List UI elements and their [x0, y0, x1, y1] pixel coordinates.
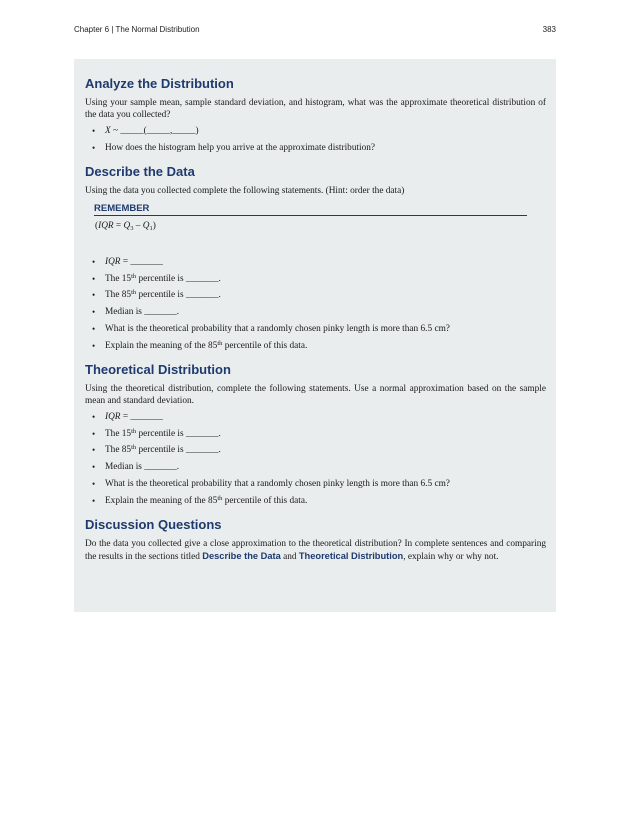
- list-item: [85, 495, 546, 507]
- chapter-title: Chapter 6 | The Normal Distribution: [74, 25, 200, 34]
- iqr-blank: = _______: [120, 411, 163, 422]
- analyze-intro: Using your sample mean, sample standard deviation, and histogram, what was the approximate theoretical distribution of the data you collected?: [85, 98, 546, 120]
- iqr-blank: = _______: [120, 256, 163, 267]
- iqr-label: IQR: [105, 256, 121, 267]
- section-theoretical: [85, 362, 546, 507]
- list-item: [85, 428, 546, 440]
- describe-list: [85, 256, 546, 352]
- p85-blank: percentile is _______.: [136, 445, 221, 456]
- iqr-label: IQR: [105, 411, 121, 422]
- p85-sup: th: [131, 289, 137, 297]
- discussion-text-start: Do the data you collected give a close approximation to the theoretical distribution? In complete sentences and comparing the results in the sections titled: [85, 538, 546, 562]
- list-item: [85, 273, 546, 285]
- p15-blank: percentile is _______.: [136, 273, 221, 284]
- list-item: [85, 256, 546, 268]
- section-describe: [85, 164, 546, 352]
- explain-rest: percentile of this data.: [222, 340, 308, 351]
- list-item: [85, 125, 546, 137]
- describe-intro: Using the data you collected complete the following statements. (Hint: order the data): [85, 185, 405, 196]
- heading-theoretical: Theoretical Distribution: [85, 361, 231, 377]
- discussion-text-mid: and: [280, 551, 299, 562]
- analyze-list: [85, 125, 546, 154]
- explain-sup: th: [217, 339, 223, 347]
- list-item: • What is the theoretical probability that a randomly chosen pinky length is more than 6.5 cm?: [85, 323, 546, 335]
- theoretical-intro: Using the theoretical distribution, complete the following statements. Use a normal approximation based on the sample mean and standard deviation.: [85, 383, 546, 406]
- discussion-text-end: , explain why or why not.: [403, 551, 499, 562]
- p15-sup: th: [131, 427, 137, 435]
- theoretical-distribution-link[interactable]: Theoretical Distribution: [298, 550, 404, 561]
- distribution-blank: ~ _____(_____,_____): [110, 126, 199, 136]
- p15-text: The 15: [105, 273, 132, 284]
- explain-text: Explain the meaning of the 85: [105, 340, 218, 351]
- p15-sup: th: [131, 272, 137, 280]
- describe-data-link[interactable]: Describe the Data: [202, 550, 281, 561]
- theoretical-list: [85, 411, 546, 507]
- remember-formula: $(IQR = Q_3 - Q_1)$: [95, 220, 156, 232]
- lab-box: [74, 59, 556, 612]
- variable-x: X: [105, 126, 111, 136]
- remember-callout: [94, 203, 527, 232]
- p85-blank: percentile is _______.: [136, 290, 221, 301]
- list-item: • Median is _______.: [85, 461, 546, 473]
- list-item: • How does the histogram help you arrive at the approximate distribution?: [85, 142, 546, 154]
- discussion-text: [85, 538, 546, 563]
- section-analyze: [85, 76, 546, 154]
- explain-text: Explain the meaning of the 85: [105, 495, 218, 506]
- p15-text: The 15: [105, 428, 132, 439]
- heading-discussion: Discussion Questions: [85, 516, 222, 532]
- p85-sup: th: [131, 444, 137, 452]
- explain-rest: percentile of this data.: [222, 495, 308, 506]
- heading-describe: Describe the Data: [85, 163, 195, 179]
- list-item: [85, 340, 546, 352]
- list-item: [85, 444, 546, 456]
- remember-title: REMEMBER: [94, 203, 527, 216]
- page-number: 383: [542, 25, 556, 34]
- list-item: [85, 411, 546, 423]
- list-item: [85, 289, 546, 301]
- running-head: [74, 25, 556, 37]
- heading-analyze: Analyze the Distribution: [85, 76, 234, 91]
- list-item: • Median is _______.: [85, 306, 546, 318]
- p15-blank: percentile is _______.: [136, 428, 221, 439]
- list-item: • What is the theoretical probability that a randomly chosen pinky length is more than 6.5 cm?: [85, 478, 546, 490]
- explain-sup: th: [217, 494, 223, 502]
- p85-text: The 85: [105, 290, 132, 301]
- p85-text: The 85: [105, 445, 132, 456]
- section-discussion: [85, 517, 546, 563]
